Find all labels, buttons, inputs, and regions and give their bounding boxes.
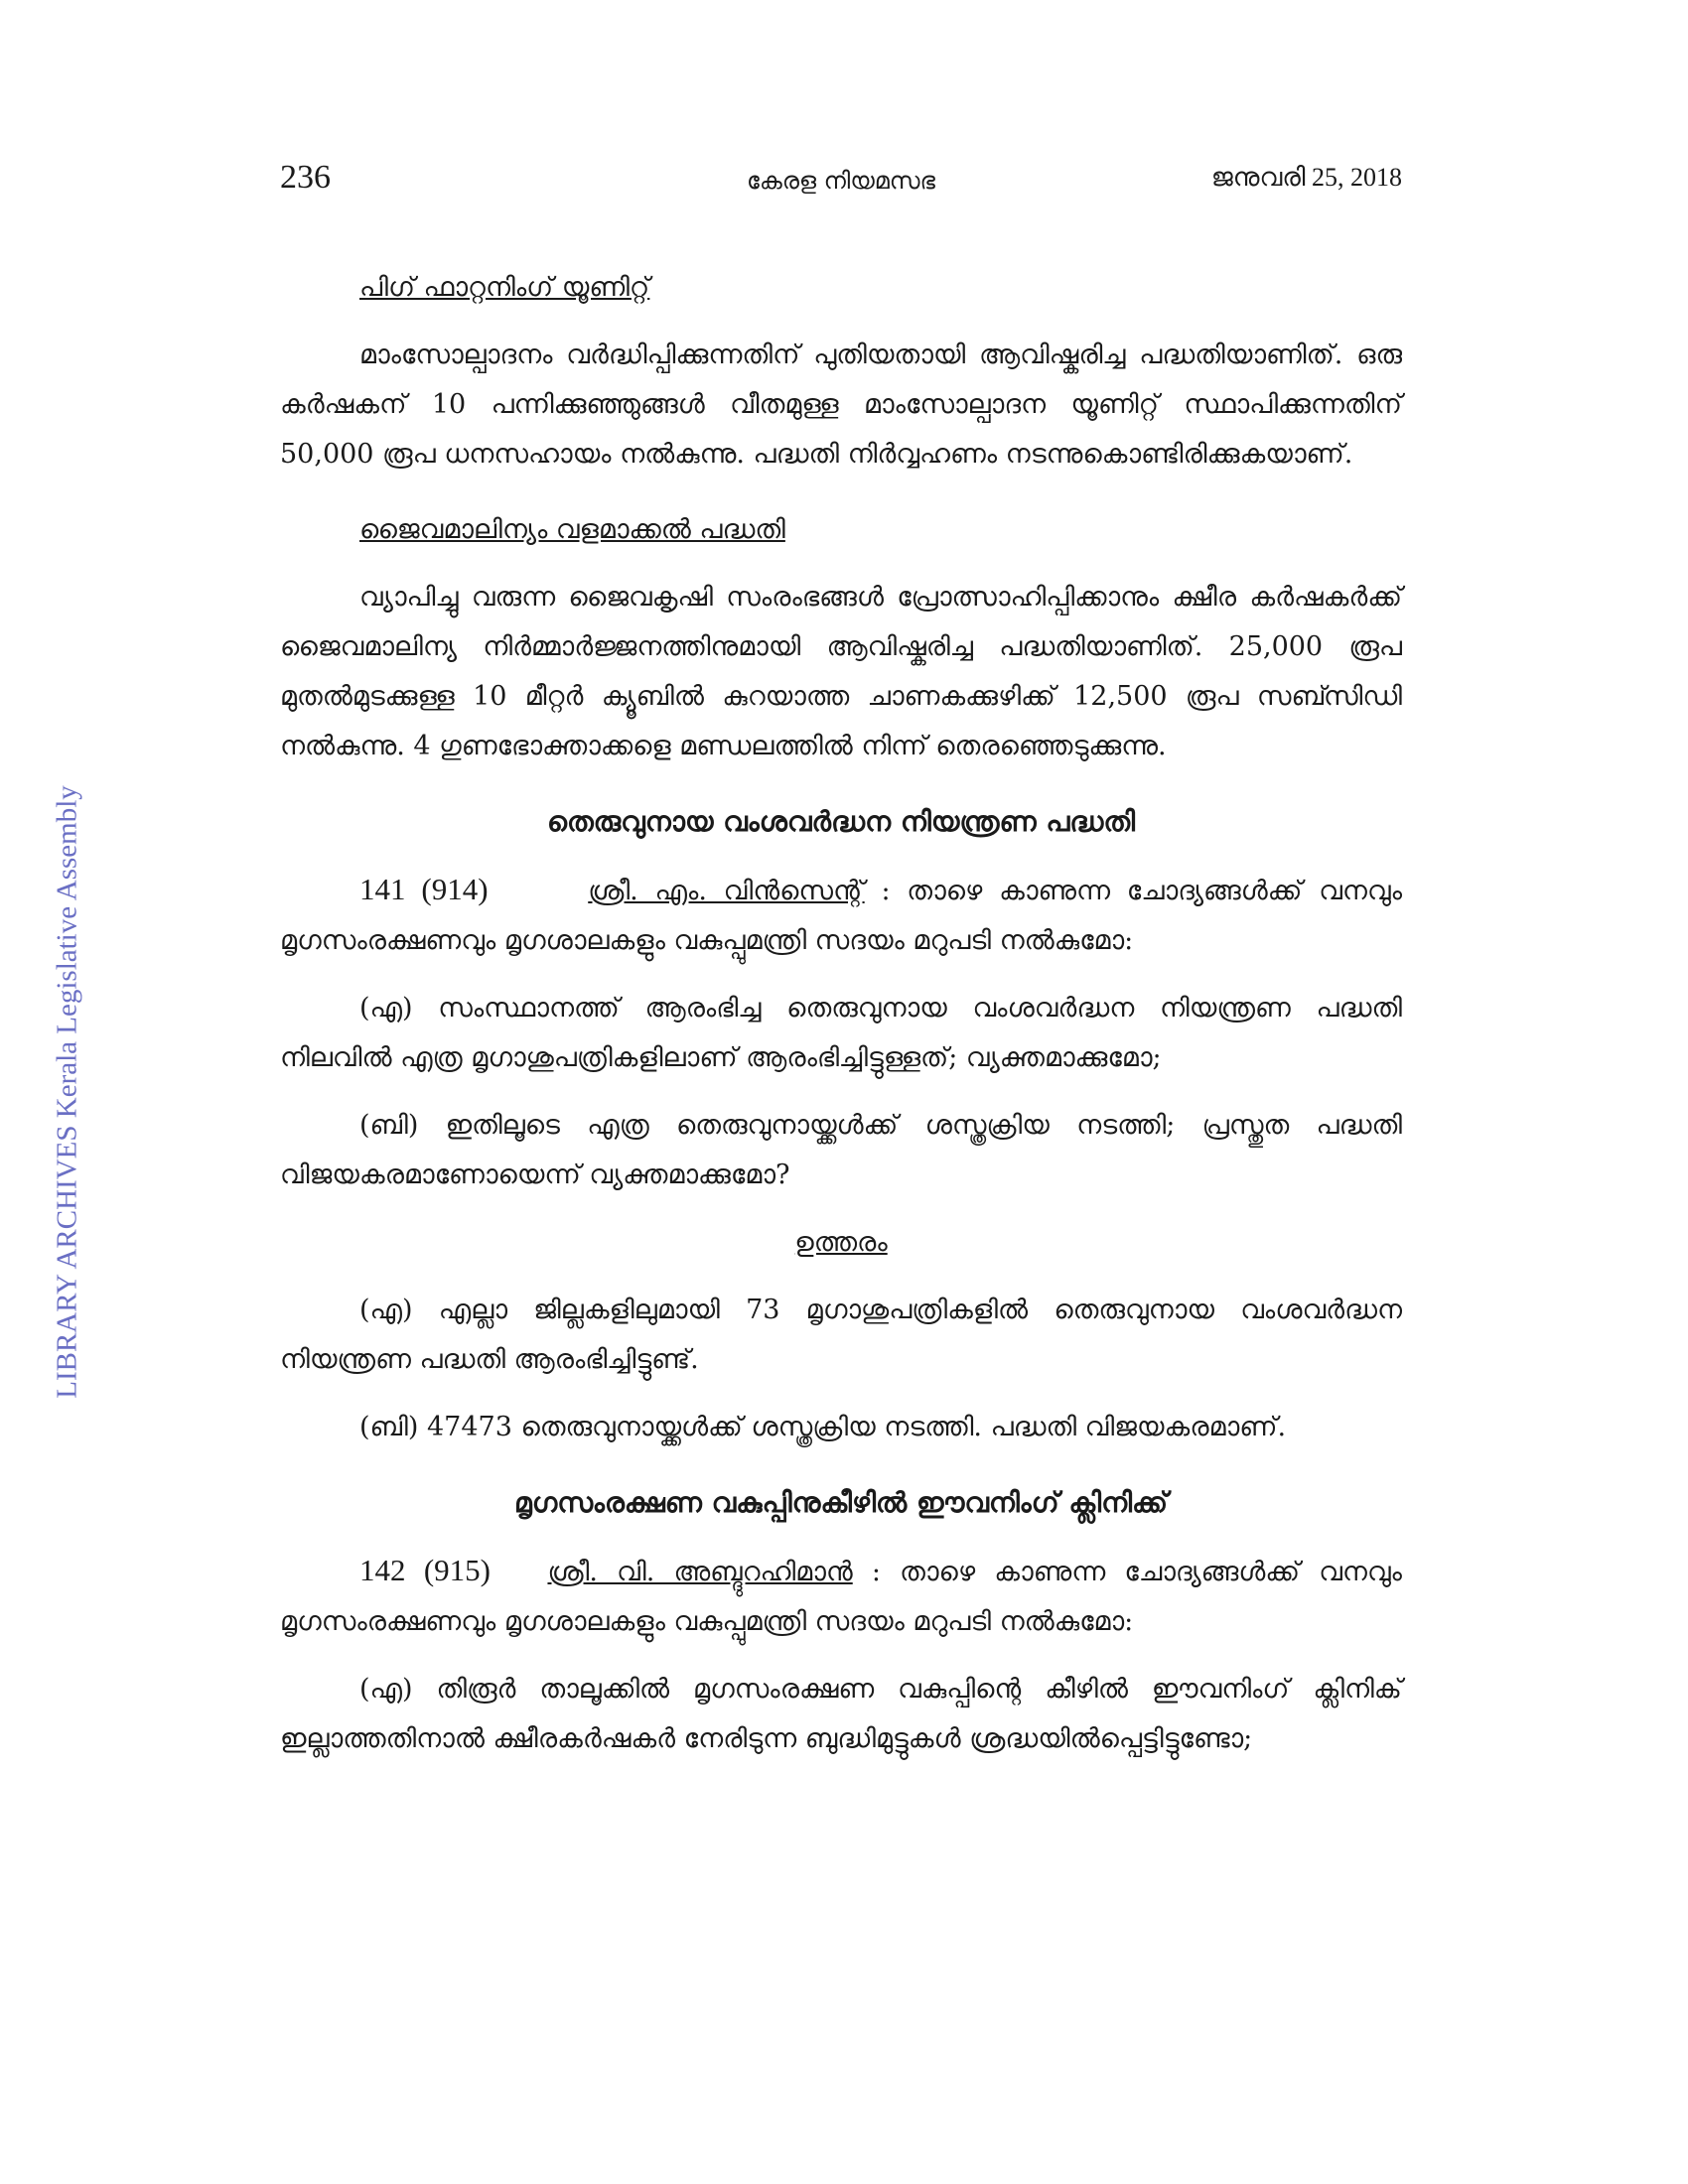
question-number-142: 142 (915) <box>359 1553 491 1587</box>
question-142-a: (എ) തിരൂർ താലൂക്കിൽ മൃഗസംരക്ഷണ വകുപ്പിന്റെ കീഴിൽ ഈവനിംഗ് ക്ലിനിക് ഇല്ലാത്തതിനാൽ ക്ഷീരകർഷകർ നേരിടുന്ന ബുദ്ധിമുട്ടുകൾ ശ്രദ്ധയിൽപ്പെട്ടിട്ടുണ്ടോ; <box>280 1674 1402 1754</box>
answer-141-b: (ബി) 47473 തെരുവുനായ്ക്കൾക്ക് ശസ്ത്രക്രിയ നടത്തി. പദ്ധതി വിജയകരമാണ്. <box>359 1412 1287 1442</box>
member-name-141: ശ്രീ. എം. വിൻസെന്റ് <box>588 876 865 906</box>
running-title: കേരള നിയമസഭ <box>746 167 936 195</box>
question-intro-text-142: : താഴെ കാണുന്ന ചോദ്യങ്ങൾക്ക് വനവും മൃഗസംരക്ഷണവും മൃഗശാലകളും വകുപ്പുമന്ത്രി സദയം മറുപടി നൽകുമോ: <box>280 1557 1402 1637</box>
header-date: ജനുവരി 25, 2018 <box>1210 163 1402 192</box>
question-title-141: തെരുവുനായ വംശവർദ്ധന നിയന്ത്രണ പദ്ധതി <box>546 805 1136 838</box>
section-heading-bio-waste: ജൈവമാലിന്യം വളമാക്കൽ പദ്ധതി <box>359 514 785 545</box>
question-intro-142 <box>280 1546 1402 1647</box>
question-number-141: 141 (914) <box>359 872 489 906</box>
page-content <box>280 263 1402 1764</box>
member-name-142: ശ്രീ. വി. അബ്ദുറഹിമാൻ <box>547 1557 853 1587</box>
answer-141-a: (എ) എല്ലാ ജില്ലകളിലുമായി 73 മൃഗാശുപത്രികളിൽ തെരുവുനായ വംശവർദ്ധന നിയന്ത്രണ പദ്ധതി ആരംഭിച്ചിട്ടുണ്ട്. <box>280 1295 1402 1375</box>
question-intro-text-141: : താഴെ കാണുന്ന ചോദ്യങ്ങൾക്ക് വനവും മൃഗസംരക്ഷണവും മൃഗശാലകളും വകുപ്പുമന്ത്രി സദയം മറുപടി നൽകുമോ: <box>280 876 1403 956</box>
question-title-142: മൃഗസംരക്ഷണ വകുപ്പിനുകീഴിൽ ഈവനിംഗ് ക്ലിനിക്ക് <box>513 1486 1169 1519</box>
question-141-b: (ബി) ഇതിലൂടെ എത്ര തെരുവുനായ്ക്കൾക്ക് ശസ്ത്രക്രിയ നടത്തി; പ്രസ്തുത പദ്ധതി വിജയകരമാണോയെന്ന് വ്യക്തമാക്കുമോ? <box>280 1110 1402 1190</box>
archive-watermark: LIBRARY ARCHIVES Kerala Legislative Assembly <box>51 785 83 1399</box>
question-intro-141 <box>280 865 1402 966</box>
paragraph-pig-fattening: മാംസോല്പാദനം വർദ്ധിപ്പിക്കുന്നതിന് പുതിയതായി ആവിഷ്കരിച്ച പദ്ധതിയാണിത്. ഒരു കർഷകന് 10 പന്നിക്കുഞ്ഞുങ്ങൾ വീതമുള്ള മാംസോല്പാദന യൂണിറ്റ് സ്ഥാപിക്കുന്നതിന് 50,000 രൂപ ധനസഹായം നൽകുന്നു. പദ്ധതി നിർവ്വഹണം നടന്നുകൊണ്ടിരിക്കുകയാണ്. <box>280 340 1402 470</box>
question-141-a: (എ) സംസ്ഥാനത്ത് ആരംഭിച്ച തെരുവുനായ വംശവർദ്ധന നിയന്ത്രണ പദ്ധതി നിലവിൽ എത്ര മൃഗാശുപത്രികളിലാണ് ആരംഭിച്ചിട്ടുള്ളത്; വ്യക്തമാക്കുമോ; <box>280 993 1402 1073</box>
page-header <box>280 159 1402 208</box>
answer-label-141: ഉത്തരം <box>794 1227 888 1258</box>
section-heading-pig-fattening: പിഗ് ഫാറ്റനിംഗ് യൂണിറ്റ് <box>359 272 650 303</box>
page-number: 236 <box>280 159 331 196</box>
paragraph-bio-waste: വ്യാപിച്ചു വരുന്ന ജൈവകൃഷി സംരംഭങ്ങൾ പ്രോത്സാഹിപ്പിക്കാനും ക്ഷീര കർഷകർക്ക് ജൈവമാലിന്യ നിർമ്മാർജ്ജനത്തിനുമായി ആവിഷ്കരിച്ച പദ്ധതിയാണിത്. 25,000 രൂപ മുതൽമുടക്കുള്ള 10 മീറ്റർ ക്യൂബിൽ കുറയാത്ത ചാണകക്കുഴിക്ക് 12,500 രൂപ സബ്സിഡി നൽകുന്നു. 4 ഗുണഭോക്താക്കളെ മണ്ഡലത്തിൽ നിന്ന് തെരഞ്ഞെടുക്കുന്നു. <box>280 582 1402 761</box>
